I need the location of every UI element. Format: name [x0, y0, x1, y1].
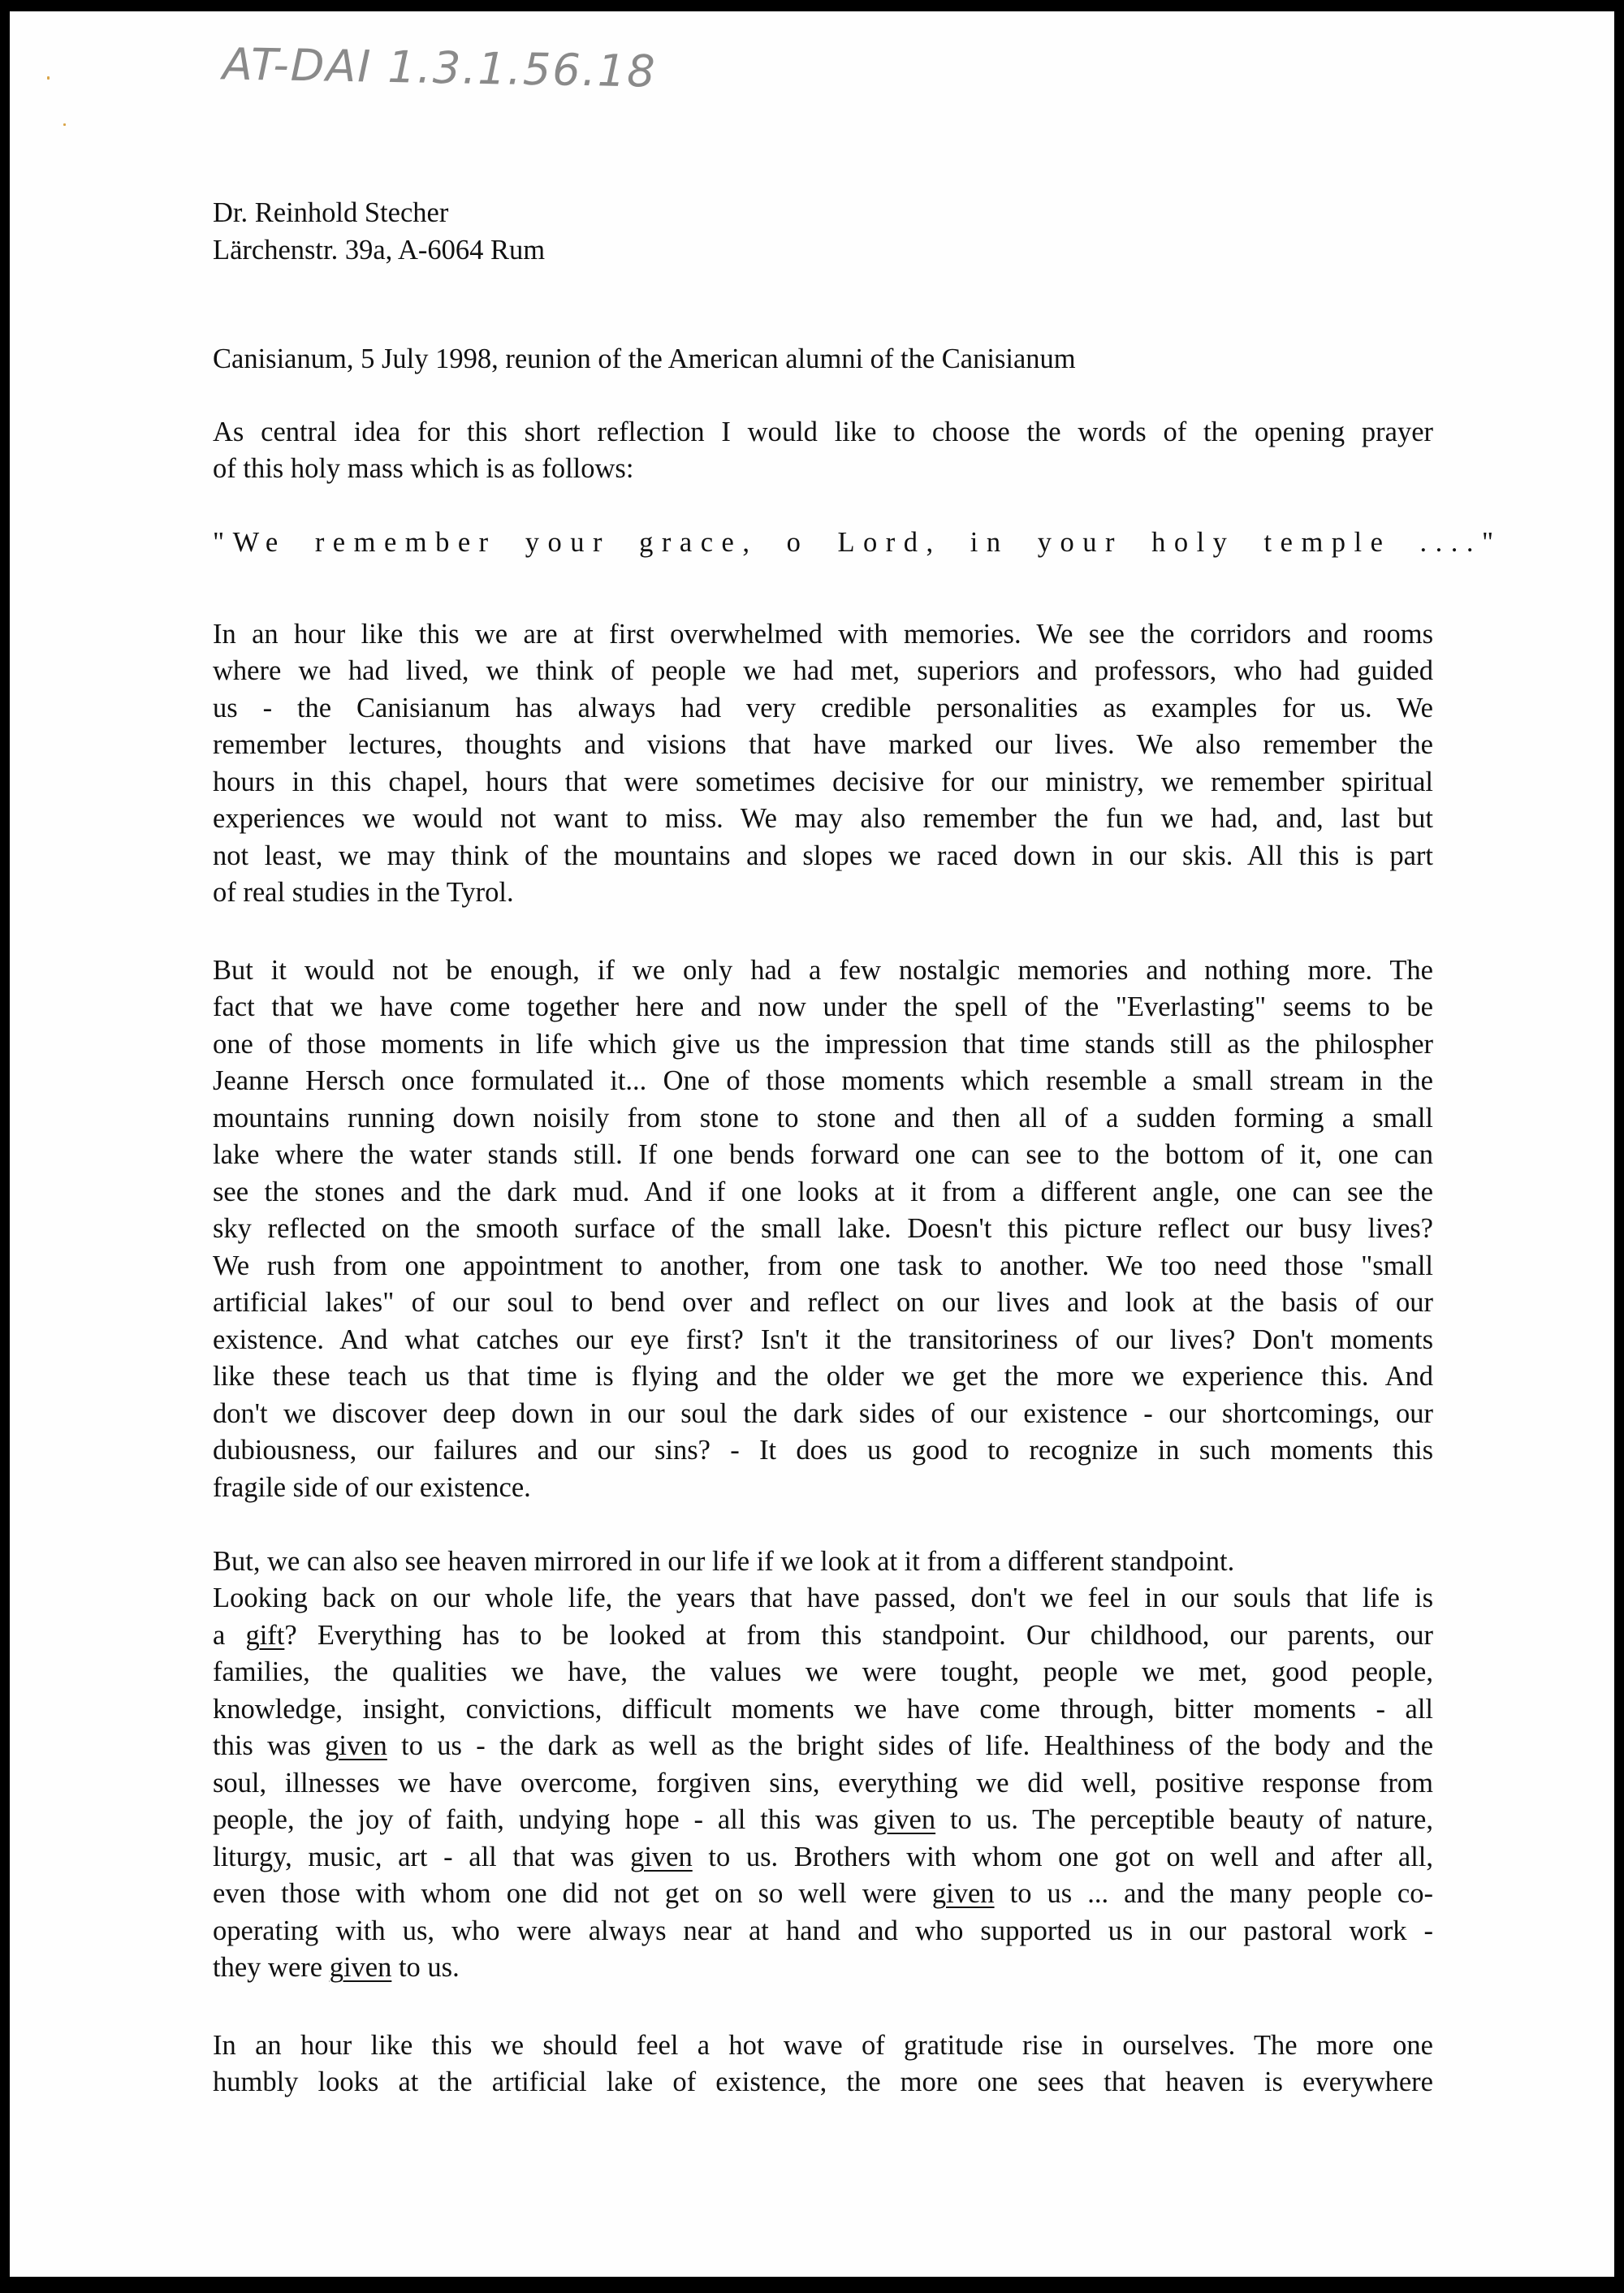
paragraph-line: experiences we would not want to miss. We may also remember the fun we had, and, last but	[213, 803, 1433, 834]
paragraph-line: like these teach us that time is flying and the older we get the more we experience this. And	[213, 1361, 1433, 1392]
underlined-word: given	[325, 1730, 387, 1761]
paragraph-line: where we had lived, we think of people we had met, superiors and professors, who had guided	[213, 655, 1433, 686]
paragraph-line: hours in this chapel, hours that were sometimes decisive for our ministry, we remember spiritual	[213, 766, 1433, 797]
paragraph-line: they were given to us.	[213, 1952, 460, 1983]
underlined-word: gift	[245, 1620, 285, 1651]
intro-line: of this holy mass which is as follows:	[213, 453, 634, 484]
paragraph-line: soul, illnesses we have overcome, forgiven sins, everything we did well, positive response from	[213, 1768, 1433, 1799]
paragraph-line: humbly looks at the artificial lake of existence, the more one sees that heaven is everywhere	[213, 2066, 1433, 2097]
archive-reference-handwritten: AT-DAI 1.3.1.56.18	[222, 38, 658, 97]
paragraph-line: But, we can also see heaven mirrored in our life if we look at it from a different standpoint.	[213, 1546, 1235, 1577]
paragraph-line: of real studies in the Tyrol.	[213, 877, 514, 908]
paragraph-line: don't we discover deep down in our soul the dark sides of our existence - our shortcomings, our	[213, 1398, 1433, 1429]
paragraph-line: operating with us, who were always near at hand and who supported us in our pastoral work -	[213, 1915, 1433, 1946]
paragraph-line: this was given to us - the dark as well as the bright sides of life. Healthiness of the body and the	[213, 1730, 1434, 1761]
paragraph-line: Looking back on our whole life, the years that have passed, don't we feel in our souls that life is	[213, 1583, 1433, 1613]
scan-speck	[63, 123, 66, 126]
paragraph-line: In an hour like this we should feel a hot wave of gratitude rise in ourselves. The more one	[213, 2030, 1433, 2061]
paragraph-line: fragile side of our existence.	[213, 1472, 531, 1503]
sender-address: Lärchenstr. 39a, A-6064 Rum	[213, 235, 546, 266]
paragraph-line: lake where the water stands still. If one bends forward one can see to the bottom of it, one can	[213, 1139, 1433, 1170]
sender-name: Dr. Reinhold Stecher	[213, 197, 449, 228]
paragraph-line: remember lectures, thoughts and visions that have marked our lives. We also remember the	[213, 729, 1433, 760]
occasion-line: Canisianum, 5 July 1998, reunion of the American alumni of the Canisianum	[213, 343, 1076, 374]
prayer-quote: "We remember your grace, o Lord, in your holy temple ...."	[213, 527, 1502, 558]
paragraph-line: mountains running down noisily from stone to stone and then all of a sudden forming a small	[213, 1103, 1433, 1134]
document-page	[10, 11, 1614, 2277]
intro-line: As central idea for this short reflection I would like to choose the words of the opening prayer	[213, 417, 1433, 447]
paragraph-line: In an hour like this we are at first overwhelmed with memories. We see the corridors and rooms	[213, 619, 1433, 650]
scan-speck	[47, 76, 50, 80]
underlined-word: given	[329, 1952, 392, 1983]
paragraph-line: not least, we may think of the mountains and slopes we raced down in our skis. All this is part	[213, 840, 1433, 871]
underlined-word: given	[630, 1842, 693, 1872]
paragraph-line: We rush from one appointment to another, from one task to another. We too need those "small	[213, 1250, 1433, 1281]
underlined-word: given	[931, 1878, 995, 1909]
paragraph-line: Jeanne Hersch once formulated it... One of those moments which resemble a small stream in the	[213, 1065, 1433, 1096]
paragraph-line: liturgy, music, art - all that was given to us. Brothers with whom one got on well and after all,	[213, 1842, 1433, 1872]
underlined-word: given	[873, 1804, 936, 1835]
paragraph-line: existence. And what catches our eye first? Isn't it the transitoriness of our lives? Don't moments	[213, 1324, 1433, 1355]
paragraph-line: knowledge, insight, convictions, difficult moments we have come through, bitter moments - all	[213, 1694, 1433, 1725]
paragraph-line: a gift? Everything has to be looked at from this standpoint. Our childhood, our parents, our	[213, 1620, 1433, 1651]
paragraph-line: artificial lakes" of our soul to bend over and reflect on our lives and look at the basis of our	[213, 1287, 1433, 1318]
paragraph-line: even those with whom one did not get on so well were given to us ... and the many people co-	[213, 1878, 1433, 1909]
paragraph-line: sky reflected on the smooth surface of the small lake. Doesn't this picture reflect our busy lives?	[213, 1213, 1433, 1244]
paragraph-line: us - the Canisianum has always had very credible personalities as examples for us. We	[213, 693, 1433, 723]
paragraph-line: dubiousness, our failures and our sins? - It does us good to recognize in such moments this	[213, 1435, 1433, 1466]
paragraph-line: fact that we have come together here and now under the spell of the "Everlasting" seems to be	[213, 991, 1433, 1022]
paragraph-line: families, the qualities we have, the values we were tought, people we met, good people,	[213, 1656, 1433, 1687]
paragraph-line: But it would not be enough, if we only had a few nostalgic memories and nothing more. The	[213, 955, 1433, 986]
paragraph-line: one of those moments in life which give us the impression that time stands still as the philospher	[213, 1029, 1433, 1060]
paragraph-line: see the stones and the dark mud. And if one looks at it from a different angle, one can see the	[213, 1177, 1433, 1207]
paragraph-line: people, the joy of faith, undying hope - all this was given to us. The perceptible beauty of nature,	[213, 1804, 1433, 1835]
